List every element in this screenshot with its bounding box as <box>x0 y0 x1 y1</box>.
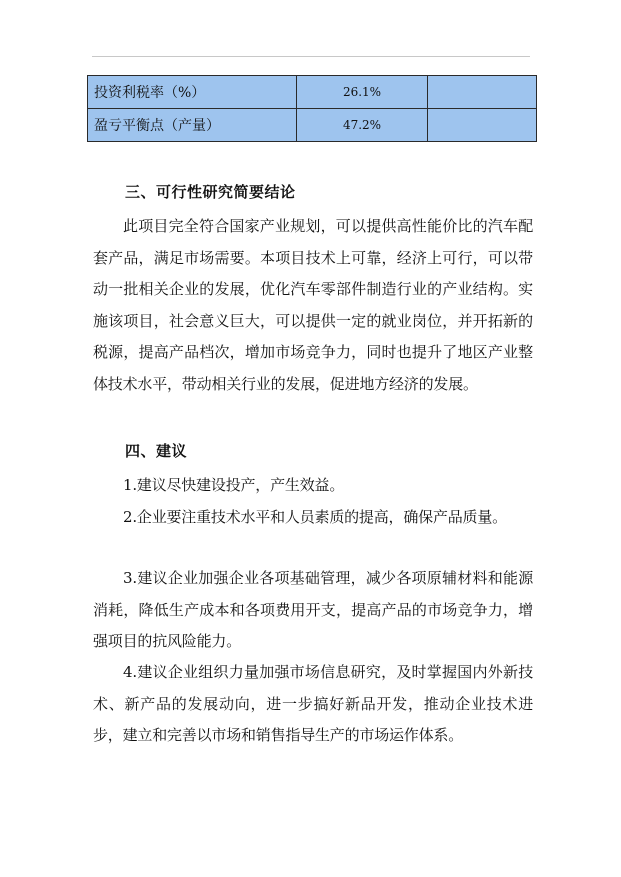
table-cell-value: 47.2% <box>297 109 428 142</box>
suggestion-item-4: 4.建议企业组织力量加强市场信息研究，及时掌握国内外新技术、新产品的发展动向，进一步搞好新品开发，推动企业技术进步，建立和完善以市场和销售指导生产的市场运作体系。 <box>93 663 533 744</box>
header-rule <box>92 56 530 57</box>
section-heading-conclusion: 三、可行性研究简要结论 <box>125 183 296 201</box>
table-cell-label: 投资利税率（%） <box>88 76 297 109</box>
table-row <box>88 109 537 142</box>
table-cell-label: 盈亏平衡点（产量） <box>88 109 297 142</box>
section-heading-suggestions: 四、建议 <box>125 442 188 460</box>
table-cell-empty <box>428 109 537 142</box>
table-cell-empty <box>428 76 537 109</box>
table-cell-value: 26.1% <box>297 76 428 109</box>
suggestion-item-3: 3.建议企业加强企业各项基础管理，减少各项原辅材料和能源消耗，降低生产成本和各项费用开支，提高产品的市场竞争力，增强项目的抗风险能力。 <box>93 569 533 650</box>
table-row <box>88 76 537 109</box>
metrics-table <box>87 75 537 142</box>
conclusion-paragraph: 此项目完全符合国家产业规划，可以提供高性能价比的汽车配套产品，满足市场需要。本项目技术上可靠，经济上可行，可以带动一批相关企业的发展，优化汽车零部件制造行业的产业结构。实施该项目，社会意义巨大，可以提供一定的就业岗位，并开拓新的税源，提高产品档次，增加市场竞争力，同时也提升了地区产业整体技术水平，带动相关行业的发展，促进地方经济的发展。 <box>93 217 533 393</box>
suggestion-item-1: 1.建议尽快建设投产，产生效益。 <box>123 476 345 494</box>
suggestion-item-2: 2.企业要注重技术水平和人员素质的提高，确保产品质量。 <box>123 508 507 526</box>
